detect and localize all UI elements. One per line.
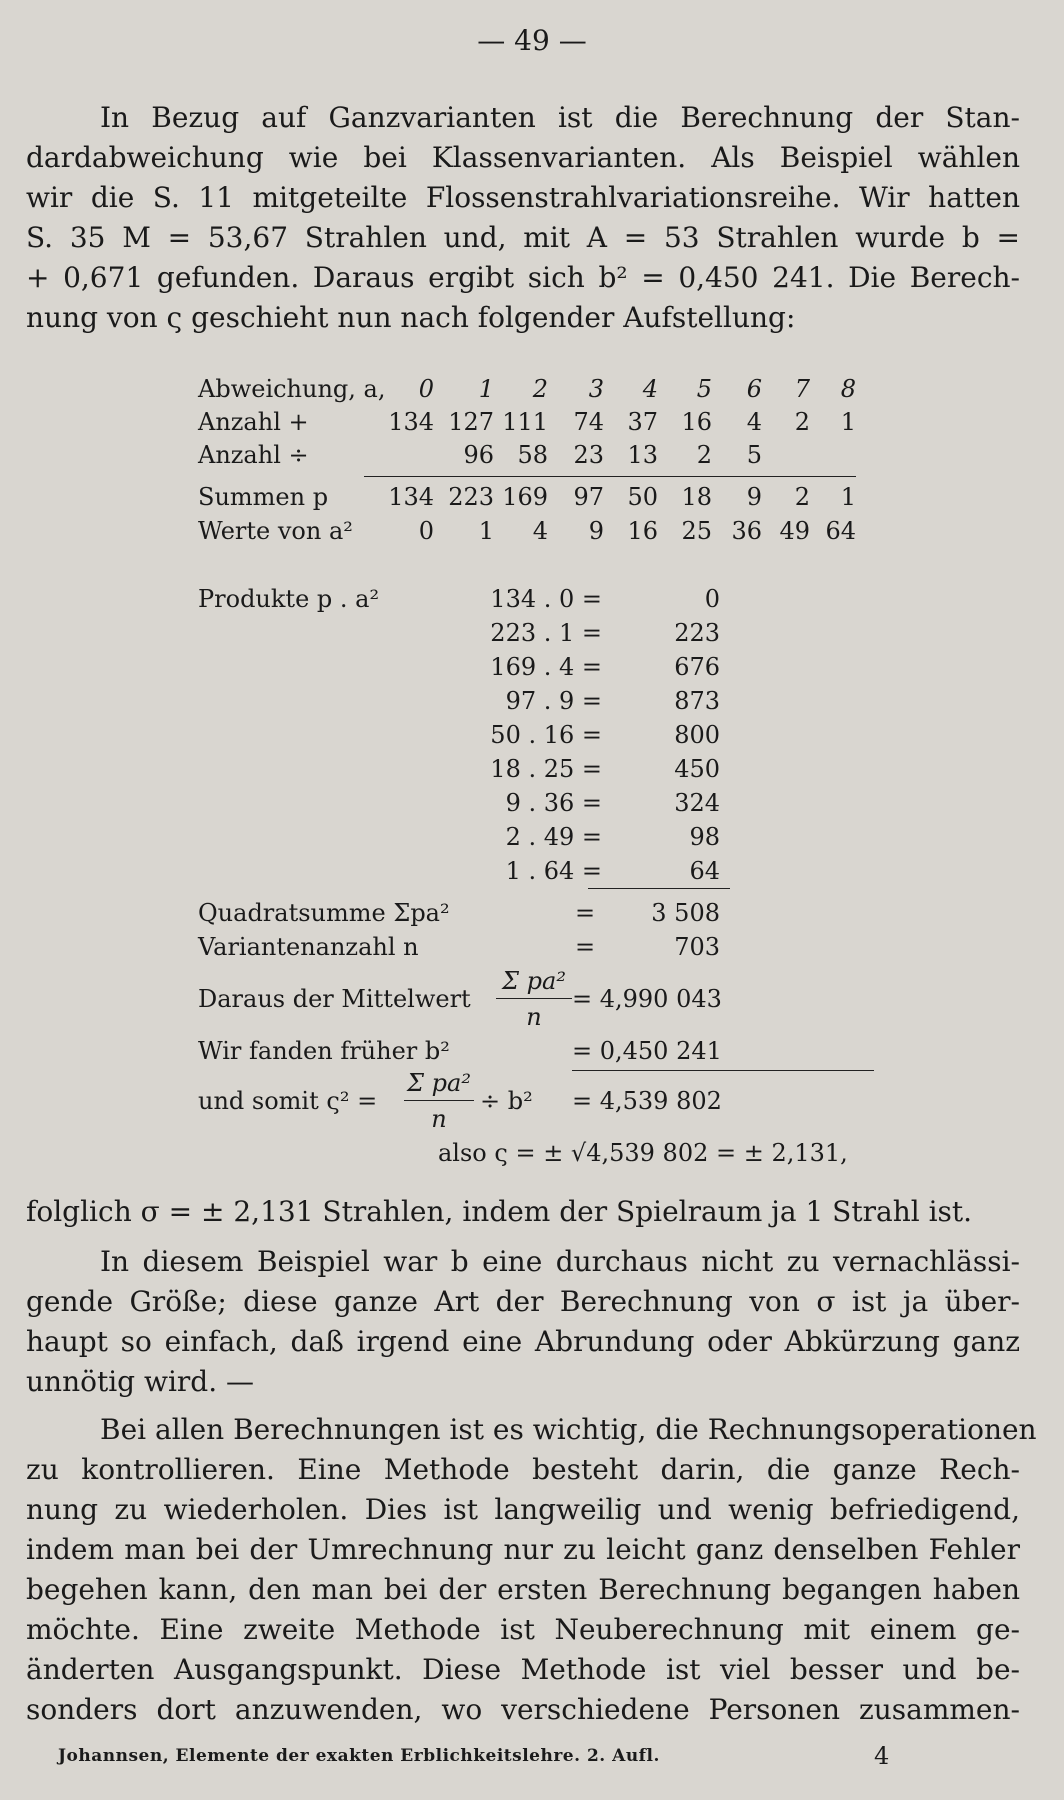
- table-cell: 9: [746, 483, 762, 511]
- quadratsumme-label: Quadratsumme Σpa²: [198, 899, 450, 927]
- table-cell: 169: [502, 483, 548, 511]
- sum-rule: [588, 888, 730, 889]
- fraction-bar: [496, 998, 572, 999]
- table-cell: 74: [573, 408, 604, 436]
- table-rule: [364, 476, 856, 477]
- table-cell: 8: [840, 375, 856, 403]
- produkte-label: Produkte p . a²: [198, 585, 380, 613]
- product-lhs: 2 . 49 =: [505, 823, 602, 851]
- product-lhs: 97 . 9 =: [505, 687, 602, 715]
- table-cell: 111: [502, 408, 548, 436]
- table-cell: 0: [418, 375, 434, 403]
- paragraph-berechnungen: [26, 1410, 1037, 1730]
- table-cell: 1: [478, 375, 494, 403]
- table-cell: 37: [627, 408, 658, 436]
- product-rhs: 450: [674, 755, 720, 783]
- paragraph-intro: [26, 98, 1020, 338]
- table-cell: 2: [532, 375, 548, 403]
- product-rhs: 800: [674, 721, 720, 749]
- table-cell: 9: [588, 517, 604, 545]
- somit-tail: ÷ b²: [480, 1087, 533, 1115]
- product-rhs: 676: [674, 653, 720, 681]
- somit-label: und somit ς² =: [198, 1087, 378, 1115]
- product-rhs: 324: [674, 789, 720, 817]
- variantenanzahl-value: 703: [674, 933, 720, 961]
- fraction-denominator: n: [431, 1105, 447, 1133]
- page-number-header: — 49 —: [477, 24, 587, 57]
- text-line: möchte. Eine zweite Methode ist Neuberechnung mit einem ge-: [26, 1613, 1020, 1646]
- table-cell: 16: [627, 517, 658, 545]
- product-rhs: 0: [704, 585, 720, 613]
- table-cell: 6: [746, 375, 762, 403]
- table-cell: 5: [746, 441, 762, 469]
- table-cell: 96: [463, 441, 494, 469]
- frueher-label: Wir fanden früher b²: [198, 1037, 450, 1065]
- fraction-numerator: Σ pa²: [407, 1069, 471, 1097]
- text-line: In Bezug auf Ganzvarianten ist die Berechnung der Stan-: [100, 101, 1020, 134]
- product-lhs: 134 . 0 =: [490, 585, 602, 613]
- table-cell: 5: [696, 375, 712, 403]
- product-lhs: 169 . 4 =: [490, 653, 602, 681]
- frueher-value: = 0,450 241: [572, 1037, 722, 1065]
- table-cell: 1: [478, 517, 494, 545]
- table-cell: 134: [388, 408, 434, 436]
- table-cell: 49: [779, 517, 810, 545]
- product-rhs: 223: [674, 619, 720, 647]
- table-cell: 2: [696, 441, 712, 469]
- table-cell: 25: [681, 517, 712, 545]
- row-label-anzahl-minus: Anzahl ÷: [198, 441, 309, 469]
- result-rule: [572, 1070, 874, 1071]
- table-cell: 58: [517, 441, 548, 469]
- product-rhs: 64: [689, 857, 720, 885]
- row-label-werte: Werte von a²: [198, 517, 353, 545]
- table-cell: 2: [794, 483, 810, 511]
- table-cell: 97: [573, 483, 604, 511]
- text-line: begehen kann, den man bei der ersten Berechnung begangen haben: [26, 1573, 1020, 1606]
- text-line: dardabweichung wie bei Klassenvarianten. Als Beispiel wählen: [26, 141, 1020, 174]
- table-cell: 2: [794, 408, 810, 436]
- text-line: sonders dort anzuwenden, wo verschiedene Personen zusammen-: [26, 1693, 1020, 1726]
- row-label-summen: Summen p: [198, 483, 329, 511]
- fraction-denominator: n: [526, 1003, 542, 1031]
- equals-sign: =: [574, 899, 596, 927]
- product-lhs: 50 . 16 =: [490, 721, 602, 749]
- footer-citation: Johannsen, Elemente der exakten Erblichkeitslehre. 2. Aufl.: [58, 1746, 660, 1766]
- table-cell: 127: [448, 408, 494, 436]
- text-line: In diesem Beispiel war b eine durchaus nicht zu vernachlässi-: [100, 1245, 1020, 1278]
- table-cell: 13: [627, 441, 658, 469]
- table-cell: 4: [642, 375, 658, 403]
- text-line: + 0,671 gefunden. Daraus ergibt sich b² = 0,450 241. Die Berech-: [26, 261, 1020, 294]
- text-line: nung zu wiederholen. Dies ist langweilig und wenig befriedigend,: [26, 1493, 1020, 1526]
- table-cell: 4: [532, 517, 548, 545]
- text-line: wir die S. 11 mitgeteilte Flossenstrahlvariationsreihe. Wir hatten: [26, 181, 1020, 214]
- text-line: haupt so einfach, daß irgend eine Abrundung oder Abkürzung ganz: [26, 1325, 1020, 1358]
- table-cell: 1: [840, 408, 856, 436]
- product-rhs: 98: [689, 823, 720, 851]
- text-line: unnötig wird. —: [26, 1365, 255, 1398]
- text-line: nung von ς geschieht nun nach folgender Aufstellung:: [26, 301, 796, 334]
- table-cell: 50: [627, 483, 658, 511]
- table-cell: 64: [825, 517, 856, 545]
- table-cell: 16: [681, 408, 712, 436]
- paragraph-folglich: [26, 1192, 1020, 1232]
- somit-value: = 4,539 802: [572, 1087, 722, 1115]
- quadratsumme-value: 3 508: [651, 899, 720, 927]
- equals-sign: =: [574, 933, 596, 961]
- table-cell: 23: [573, 441, 604, 469]
- fraction-bar: [404, 1100, 474, 1101]
- product-rhs: 873: [674, 687, 720, 715]
- text-line: Bei allen Berechnungen ist es wichtig, die Rechnungsoperationen: [100, 1413, 1037, 1446]
- table-cell: 223: [448, 483, 494, 511]
- table-cell: 134: [388, 483, 434, 511]
- signature-mark: 4: [874, 1742, 890, 1770]
- product-lhs: 223 . 1 =: [490, 619, 602, 647]
- table-cell: 0: [418, 517, 434, 545]
- table-cell: 36: [731, 517, 762, 545]
- text-line: änderten Ausgangspunkt. Diese Methode ist viel besser und be-: [26, 1653, 1020, 1686]
- product-lhs: 1 . 64 =: [505, 857, 602, 885]
- variantenanzahl-label: Variantenanzahl n: [198, 933, 419, 961]
- table-cell: 1: [840, 483, 856, 511]
- product-lhs: 18 . 25 =: [490, 755, 602, 783]
- text-line: gende Größe; diese ganze Art der Berechnung von σ ist ja über-: [26, 1285, 1020, 1318]
- row-label-abweichung: Abweichung, a,: [198, 375, 386, 403]
- table-cell: 4: [746, 408, 762, 436]
- table-cell: 3: [588, 375, 604, 403]
- row-label-anzahl-plus: Anzahl +: [198, 408, 309, 436]
- product-lhs: 9 . 36 =: [505, 789, 602, 817]
- text-line: zu kontrollieren. Eine Methode besteht darin, die ganze Rech-: [26, 1453, 1020, 1486]
- table-cell: 7: [794, 375, 810, 403]
- text-line: S. 35 M = 53,67 Strahlen und, mit A = 53 Strahlen wurde b =: [26, 221, 1020, 254]
- fraction-numerator: Σ pa²: [502, 967, 566, 995]
- paragraph-beispiel: [26, 1242, 1020, 1402]
- mittelwert-value: = 4,990 043: [572, 985, 722, 1013]
- mittelwert-label: Daraus der Mittelwert: [198, 985, 471, 1013]
- text-line: indem man bei der Umrechnung nur zu leicht ganz denselben Fehler: [26, 1533, 1020, 1566]
- also-line: also ς = ± √4,539 802 = ± 2,131,: [438, 1139, 848, 1167]
- text-line: folglich σ = ± 2,131 Strahlen, indem der Spielraum ja 1 Strahl ist.: [26, 1195, 973, 1228]
- table-cell: 18: [681, 483, 712, 511]
